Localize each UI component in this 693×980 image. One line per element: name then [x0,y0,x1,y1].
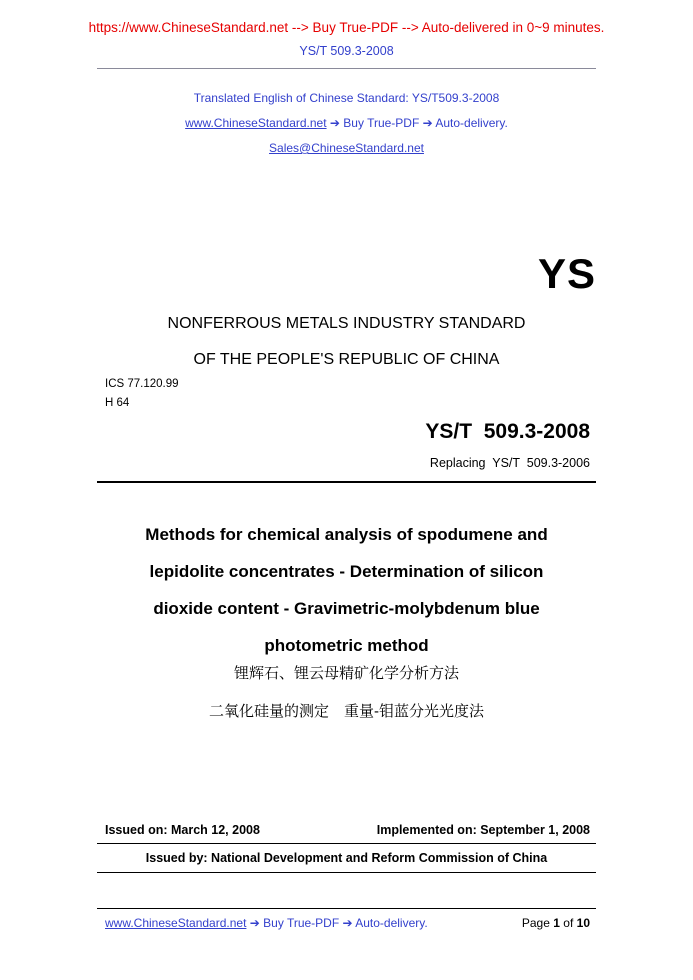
footer-buy-text: ➔ Buy True-PDF ➔ Auto-delivery. [246,916,428,930]
ics-code: ICS 77.120.99 [105,378,179,390]
footer-row [105,916,590,930]
translated-standard-line: Translated English of Chinese Standard: YS/T509.3-2008 [193,91,500,105]
issue-dates-row [105,823,590,837]
footer-link-line [105,916,428,930]
buy-truepdf-text: ➔ Buy True-PDF ➔ Auto-delivery. [326,116,508,130]
page-total: 10 [576,916,590,930]
org-name-line1: NONFERROUS METALS INDUSTRY STANDARD [167,315,526,332]
replacing-note: Replacing YS/T 509.3-2006 [429,456,590,470]
implemented-on-text: Implemented on: September 1, 2008 [376,823,590,837]
doc-title-cn-line-1: 锂辉石、锂云母精矿化学分析方法 [233,665,459,682]
promo-banner: https://www.ChineseStandard.net --> Buy True-PDF --> Auto-delivered in 0~9 minutes. [88,20,605,35]
footer-divider [97,908,596,909]
issue-divider [97,843,596,844]
page-label: Page [521,916,550,930]
header-divider [97,68,596,69]
sales-email-row [0,141,693,155]
page-indicator [522,916,590,930]
chinesestandard-link[interactable]: www.ChineseStandard.net [185,116,327,130]
ys-logo: YS [537,250,596,297]
of-label: of [563,916,574,930]
header-standard-code: YS/T 509.3-2008 [299,44,394,58]
issued-on-text: Issued on: March 12, 2008 [105,823,260,837]
footer-chinesestandard-link[interactable]: www.ChineseStandard.net [105,916,247,930]
page-number: 1 [553,916,560,930]
doc-title-line-3: dioxide content - Gravimetric-molybdenum blue [153,599,540,618]
doc-title-line-2: lepidolite concentrates - Determination of silicon [149,562,544,581]
issued-by-text: Issued by: National Development and Reform Commission of China [145,851,548,865]
buy-link-line [0,116,693,130]
doc-title [0,516,693,664]
h-code: H 64 [105,397,130,409]
issued-by-divider [97,872,596,873]
sales-email-link[interactable]: Sales@ChineseStandard.net [269,141,424,155]
doc-title-line-4: photometric method [264,636,429,655]
title-divider [97,481,596,483]
doc-title-cn [0,655,693,731]
doc-title-line-1: Methods for chemical analysis of spodumene and [145,525,548,544]
org-name-line2: OF THE PEOPLE'S REPUBLIC OF CHINA [193,351,500,368]
doc-title-cn-line-2: 二氧化硅量的测定 重量-钼蓝分光光度法 [209,703,484,720]
standard-code-large: YS/T 509.3-2008 [425,420,590,443]
